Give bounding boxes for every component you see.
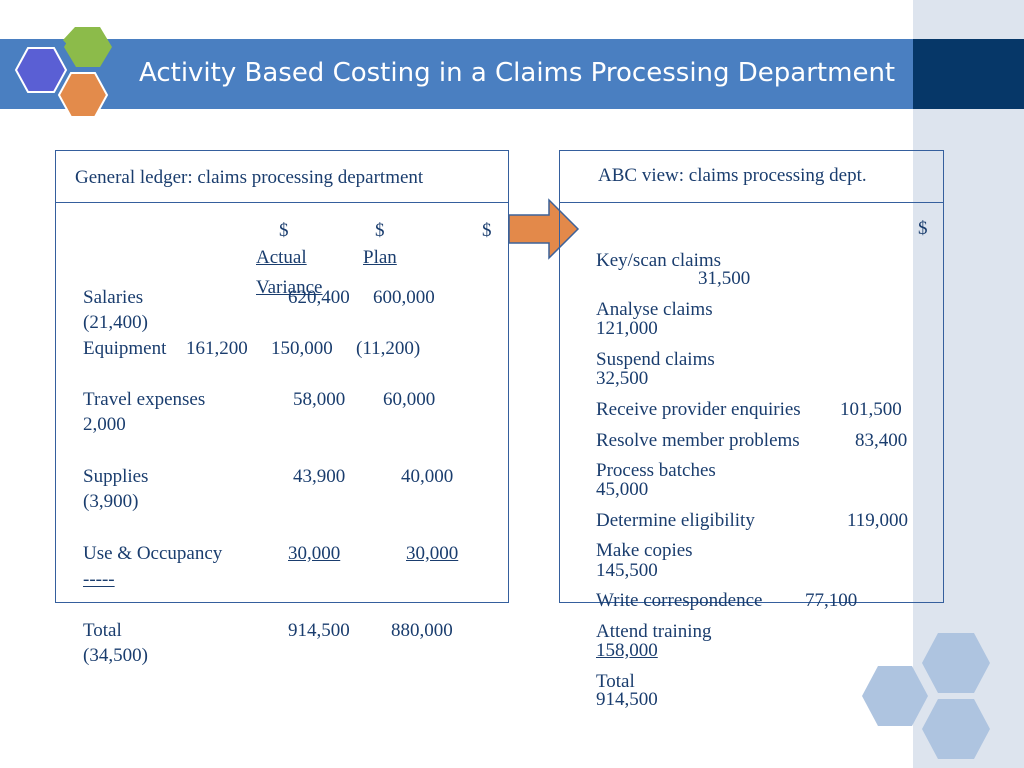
hexagon-logo-icon (14, 22, 124, 122)
activity-label: Analyse claims (596, 299, 713, 320)
slide-title: Activity Based Costing in a Claims Processing Department (139, 58, 896, 88)
ledger-row-label: Travel expenses (83, 389, 206, 410)
activity-value: 101,500 (840, 399, 902, 420)
ledger-row-plan: 40,000 (401, 466, 454, 487)
ledger-total-variance: (34,500) (83, 645, 148, 666)
activity-label: Resolve member problems (596, 430, 800, 451)
ledger-total-plan: 880,000 (391, 620, 453, 641)
decorative-hexagons-icon (858, 628, 998, 764)
activity-label: Determine eligibility (596, 510, 755, 531)
ledger-row-plan: 150,000 (271, 338, 333, 359)
activity-value: 121,000 (596, 318, 658, 339)
currency-symbol-variance: $ (482, 220, 492, 241)
light-hexagon-top-icon (922, 633, 990, 693)
column-header-plan: Plan (363, 247, 397, 268)
abc-total-label: Total (596, 671, 635, 692)
ledger-row-variance: ----- (83, 569, 115, 590)
ledger-row-plan: 30,000 (406, 543, 459, 564)
ledger-total-label: Total (83, 620, 122, 641)
general-ledger-panel (55, 150, 509, 603)
ledger-total-actual: 914,500 (288, 620, 350, 641)
activity-label: Write correspondence (596, 590, 763, 611)
activity-label: Suspend claims (596, 349, 715, 370)
general-ledger-title: General ledger: claims processing department (75, 167, 424, 188)
activity-value: 31,500 (698, 268, 751, 289)
activity-value: 83,400 (855, 430, 908, 451)
activity-value: 32,500 (596, 368, 649, 389)
activity-value: 145,500 (596, 560, 658, 581)
light-hexagon-left-icon (862, 666, 928, 726)
blue-hexagon-icon (16, 48, 66, 92)
ledger-row-actual: 43,900 (293, 466, 346, 487)
ledger-row-variance: (11,200) (356, 338, 421, 359)
ledger-row-label: Equipment (83, 338, 167, 359)
ledger-row-plan: 60,000 (383, 389, 436, 410)
activity-label: Attend training (596, 621, 712, 642)
orange-hexagon-icon (59, 73, 107, 117)
ledger-row-actual: 161,200 (186, 338, 248, 359)
currency-symbol-actual: $ (279, 220, 289, 241)
activity-label: Make copies (596, 540, 693, 561)
ledger-row-variance: 2,000 (83, 414, 126, 435)
abc-currency-symbol: $ (918, 218, 928, 239)
column-header-actual: Actual (256, 247, 307, 268)
ledger-row-variance: (21,400) (83, 312, 148, 333)
activity-value: 158,000 (596, 640, 658, 661)
ledger-row-label: Supplies (83, 466, 149, 487)
light-hexagon-bottom-icon (922, 699, 990, 759)
currency-symbol-plan: $ (375, 220, 385, 241)
ledger-row-label: Use & Occupancy (83, 543, 223, 564)
activity-value: 45,000 (596, 479, 649, 500)
ledger-row-actual: 58,000 (293, 389, 346, 410)
activity-label: Key/scan claims (596, 250, 722, 271)
abc-view-title: ABC view: claims processing dept. (598, 165, 867, 186)
column-header-variance: Variance (256, 277, 323, 298)
activity-label: Process batches (596, 460, 716, 481)
ledger-row-plan: 600,000 (373, 287, 435, 308)
abc-total-value: 914,500 (596, 689, 658, 710)
activity-value: 77,100 (805, 590, 858, 611)
ledger-row-actual: 620,400 (288, 287, 350, 308)
activity-label: Receive provider enquiries (596, 399, 801, 420)
ledger-row-label: Salaries (83, 287, 144, 308)
ledger-row-actual: 30,000 (288, 543, 341, 564)
activity-value: 119,000 (847, 510, 909, 531)
title-bar-accent (913, 39, 1024, 109)
ledger-row-variance: (3,900) (83, 491, 139, 512)
